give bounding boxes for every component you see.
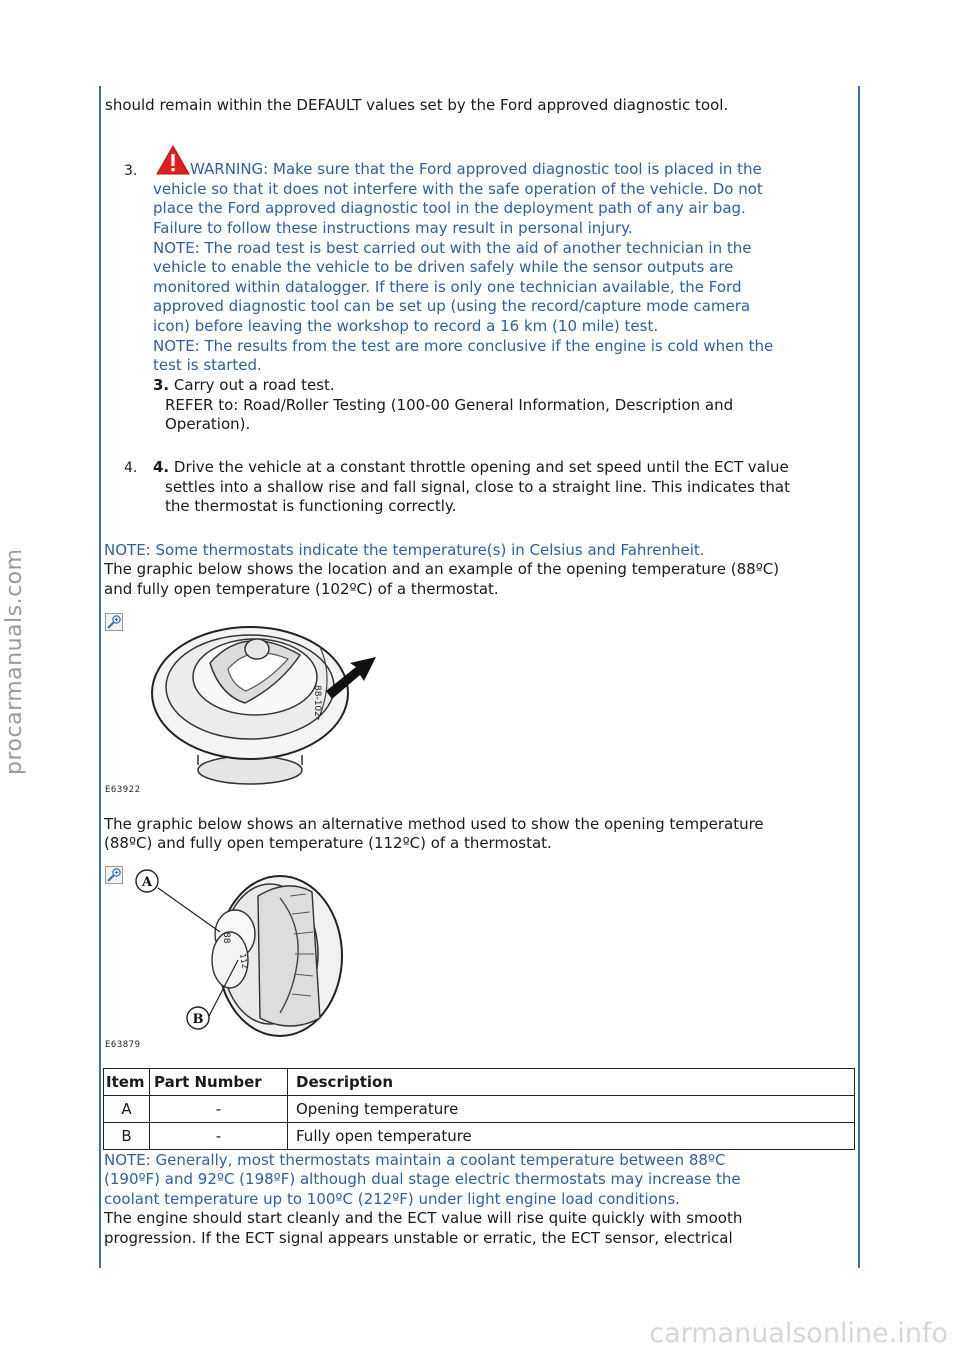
note-road-test-line-1: NOTE: The road test is best carried out with the aid of another technician in the xyxy=(153,239,752,257)
step-4-number: 4. xyxy=(124,460,138,476)
thermostat-stamp-1: 88-102 xyxy=(312,685,322,717)
note-road-test-line-4: approved diagnostic tool can be set up (using the record/capture mode camera xyxy=(153,297,751,315)
step-4-line-1 xyxy=(153,458,789,478)
step-4-line-1-text: Drive the vehicle at a constant throttle opening and set speed until the ECT value xyxy=(173,458,789,476)
parts-table xyxy=(103,1068,855,1150)
graphic2-text-line-1: The graphic below shows an alternative method used to show the opening temperature xyxy=(104,815,764,833)
closing-line-2: progression. If the ECT signal appears unstable or erratic, the ECT sensor, electrical xyxy=(104,1229,733,1247)
header-part-number: Part Number xyxy=(150,1069,288,1096)
closing-line-1: The engine should start cleanly and the ECT value will rise quite quickly with smooth xyxy=(104,1209,743,1227)
refer-line-1[interactable]: REFER to: Road/Roller Testing (100-00 General Information, Description and xyxy=(165,396,734,414)
bottom-watermark: carmanualsonline.info xyxy=(649,1318,948,1349)
note-road-test-line-5: icon) before leaving the workshop to record a 16 km (10 mile) test. xyxy=(153,317,659,335)
note-general-line-2: (190ºF) and 92ºC (198ºF) although dual stage electric thermostats may increase the xyxy=(104,1170,741,1188)
note-cold-engine-line-1: NOTE: The results from the test are more conclusive if the engine is cold when the xyxy=(153,337,774,355)
thermostat-stamp-b: 112 xyxy=(238,952,250,970)
cell-description: Fully open temperature xyxy=(288,1123,855,1150)
warning-line-1: WARNING: Make sure that the Ford approved diagnostic tool is placed in the xyxy=(190,160,762,178)
cell-part-number: - xyxy=(150,1096,288,1123)
warning-line-3: place the Ford approved diagnostic tool in the deployment path of any air bag. xyxy=(153,199,746,217)
figure-1-label: E63922 xyxy=(105,785,141,795)
note-general-line-3: coolant temperature up to 100ºC (212ºF) under light engine load conditions. xyxy=(104,1190,680,1208)
warning-line-4: Failure to follow these instructions may result in personal injury. xyxy=(153,219,633,237)
step-3-action xyxy=(153,376,335,396)
table-header-row xyxy=(104,1069,855,1096)
graphic1-text-line-2: and fully open temperature (102ºC) of a thermostat. xyxy=(104,580,499,598)
cell-item: B xyxy=(104,1123,150,1150)
cell-part-number: - xyxy=(150,1123,288,1150)
intro-line: should remain within the DEFAULT values set by the Ford approved diagnostic tool. xyxy=(105,96,729,114)
left-margin-rule xyxy=(99,86,101,1268)
graphic2-text-line-2: (88ºC) and fully open temperature (112ºC) of a thermostat. xyxy=(104,834,552,852)
zoom-icon[interactable] xyxy=(105,866,123,884)
side-watermark: procarmanuals.com xyxy=(2,548,27,775)
warning-icon xyxy=(156,145,190,175)
step-4-line-2: settles into a shallow rise and fall signal, close to a straight line. This indicates that xyxy=(165,478,790,496)
note-road-test-line-3: monitored within datalogger. If there is only one technician available, the Ford xyxy=(153,278,742,296)
cell-description: Opening temperature xyxy=(288,1096,855,1123)
note-cold-engine-line-2: test is started. xyxy=(153,356,262,374)
figure-2-label: E63879 xyxy=(105,1040,141,1050)
callout-b: B xyxy=(192,1012,204,1027)
zoom-icon[interactable] xyxy=(105,613,123,631)
warning-line-2: vehicle so that it does not interfere with the safe operation of the vehicle. Do not xyxy=(153,180,763,198)
table-row xyxy=(104,1096,855,1123)
note-road-test-line-2: vehicle to enable the vehicle to be driven safely while the sensor outputs are xyxy=(153,258,734,276)
refer-line-2: Operation). xyxy=(165,415,251,433)
thermostat-figure-1 xyxy=(150,625,390,790)
right-margin-rule xyxy=(858,86,860,1268)
table-row xyxy=(104,1123,855,1150)
note-general-line-1: NOTE: Generally, most thermostats maintain a coolant temperature between 88ºC xyxy=(104,1151,726,1169)
step-3-action-number: 3. xyxy=(153,376,170,394)
step-4-line-3: the thermostat is functioning correctly. xyxy=(165,497,457,515)
graphic1-text-line-1: The graphic below shows the location and an example of the opening temperature (88ºC) xyxy=(104,560,780,578)
thermostat-figure-2 xyxy=(130,868,360,1040)
callout-a: A xyxy=(141,875,153,890)
step-4-action-number: 4. xyxy=(153,458,170,476)
step-3-action-text: Carry out a road test. xyxy=(173,376,335,394)
note-celsius: NOTE: Some thermostats indicate the temperature(s) in Celsius and Fahrenheit. xyxy=(104,541,705,559)
header-description: Description xyxy=(288,1069,855,1096)
step-3-number: 3. xyxy=(124,163,138,179)
cell-item: A xyxy=(104,1096,150,1123)
thermostat-stamp-a: 88 xyxy=(221,932,231,944)
header-item: Item xyxy=(104,1069,150,1096)
